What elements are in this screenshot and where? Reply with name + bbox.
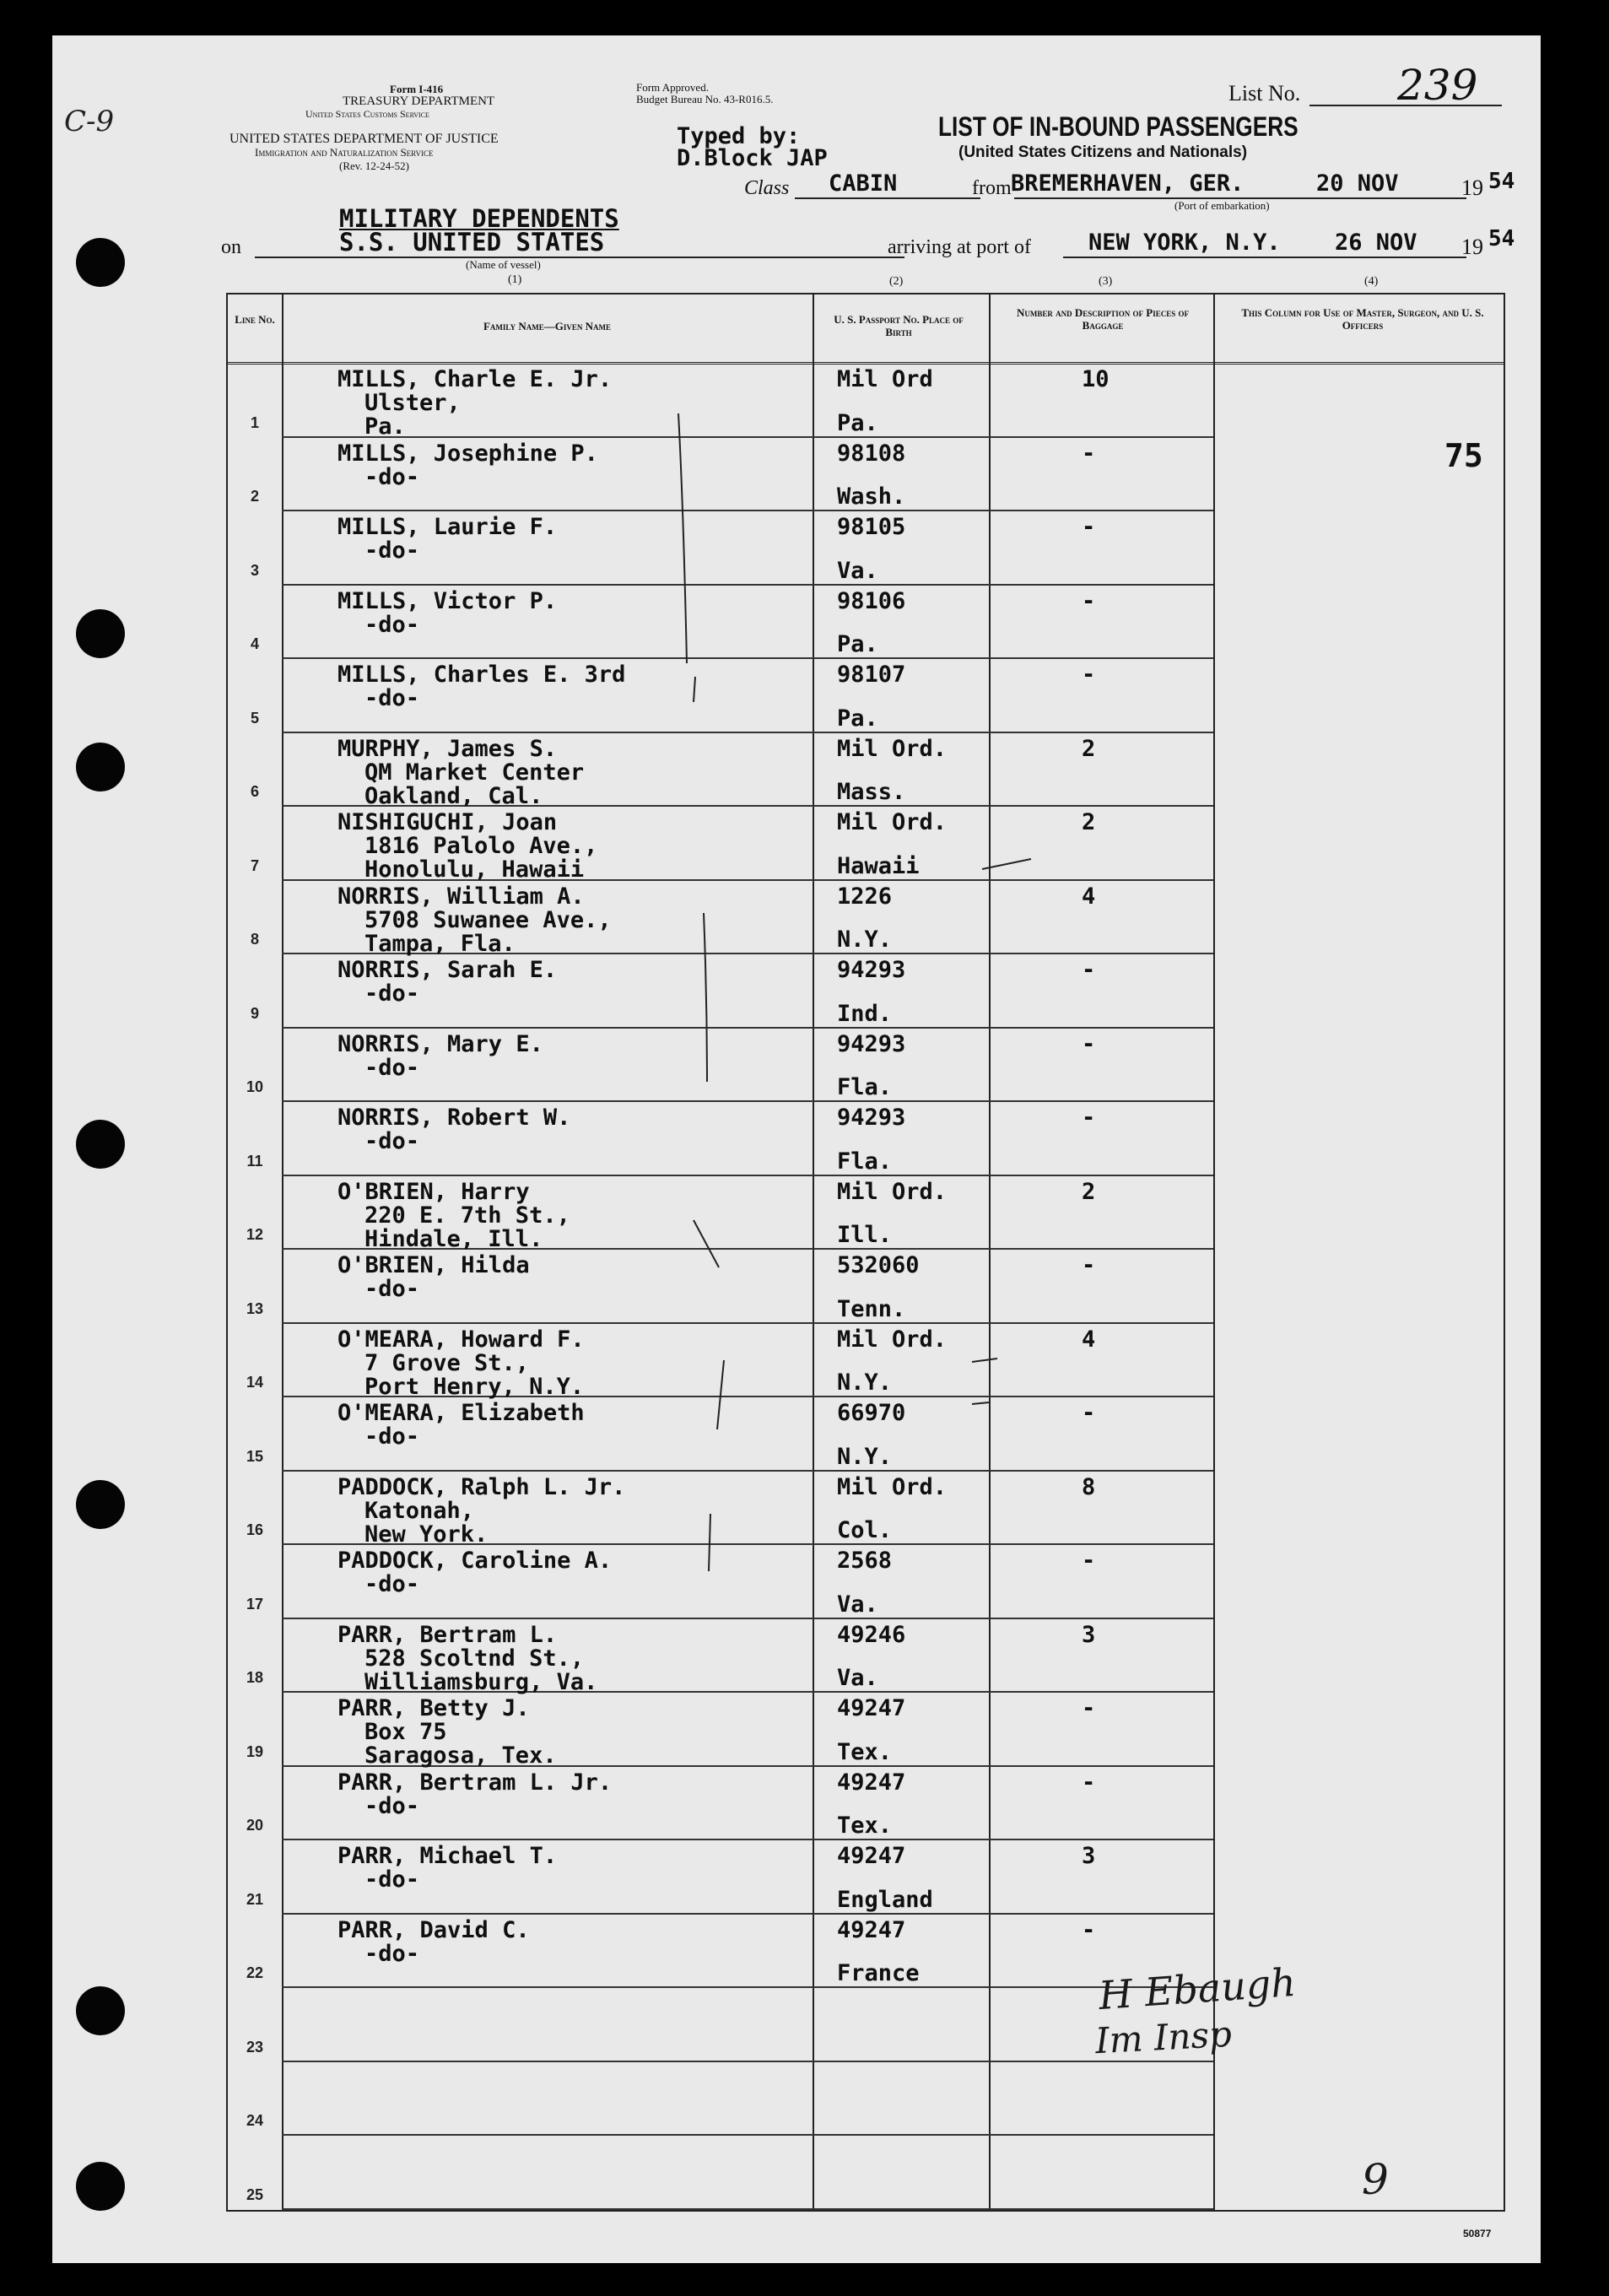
col-num-1: (1) (508, 273, 522, 286)
table-row (228, 364, 1504, 438)
year-suffix-2: 54 (1488, 226, 1515, 251)
baggage-count: - (1082, 1769, 1096, 1796)
place-of-birth: Va. (837, 557, 878, 584)
vessel-underline (255, 257, 904, 258)
passenger-address: -do- (364, 1571, 420, 1597)
class-value: CABIN (829, 170, 898, 197)
line-number: 1 (250, 413, 259, 431)
arrival-date: 26 NOV (1335, 230, 1417, 256)
list-title: LIST OF IN-BOUND PASSENGERS (938, 111, 1299, 142)
passenger-name: MILLS, Charle E. Jr. (337, 366, 613, 392)
passenger-address: Katonah, (364, 1497, 475, 1524)
passenger-address: Honolulu, Hawaii (364, 856, 585, 883)
passenger-name: NORRIS, Robert W. (337, 1105, 571, 1131)
line-number: 20 (246, 1817, 264, 1834)
passenger-name: NORRIS, William A. (337, 883, 585, 910)
punch-hole (76, 1986, 125, 2035)
passenger-name: MILLS, Josephine P. (337, 440, 598, 467)
inspector-signature: H Ebaugh (1097, 1958, 1298, 2019)
passenger-address: QM Market Center (364, 759, 585, 786)
form-number: Form I-416 (390, 83, 444, 95)
passenger-address: Williamsburg, Va. (364, 1668, 598, 1695)
typist: D.Block JAP (677, 145, 828, 171)
baggage-count: 2 (1082, 1178, 1096, 1205)
list-number: 239 (1397, 61, 1478, 110)
baggage-count: 8 (1082, 1473, 1096, 1500)
passport-number: 49247 (837, 1843, 906, 1869)
place-of-birth: N.Y. (837, 927, 893, 953)
passenger-address: Hindale, Ill. (364, 1225, 543, 1252)
arrival-port: NEW YORK, N.Y. (1088, 230, 1281, 256)
line-number: 19 (246, 1742, 264, 1760)
line-number: 3 (250, 561, 259, 579)
place-of-birth: Pa. (837, 409, 878, 436)
passenger-name: MILLS, Victor P. (337, 587, 558, 614)
col-num-2: (2) (889, 275, 904, 288)
table-row (228, 438, 1504, 512)
line-number: 23 (246, 2038, 264, 2056)
passenger-address: 220 E. 7th St., (364, 1202, 570, 1229)
place-of-birth: Col. (837, 1517, 893, 1543)
passport-number: Mil Ord. (837, 1473, 948, 1500)
year-suffix: 54 (1488, 169, 1515, 194)
col-num-3: (3) (1099, 275, 1113, 288)
passport-number: Mil Ord. (837, 809, 948, 835)
table-row (228, 733, 1504, 808)
header-baggage: Number and Description of Pieces of Baggage (1017, 306, 1189, 332)
passport-number: 66970 (837, 1400, 906, 1426)
table-row (228, 2136, 1504, 2210)
baggage-count: - (1082, 1548, 1096, 1574)
row-rule (282, 2208, 1213, 2210)
line-number: 9 (250, 1004, 259, 1022)
header-name: Family Name—Given Name (483, 320, 611, 332)
passenger-address: 528 Scoltnd St., (364, 1645, 585, 1672)
table-row (228, 954, 1504, 1029)
place-of-birth: Mass. (837, 779, 906, 805)
passport-number: 98106 (837, 587, 906, 614)
table-row (228, 1767, 1504, 1841)
punch-hole (76, 1480, 125, 1529)
punch-hole (76, 238, 125, 287)
place-of-birth: Tex. (837, 1812, 893, 1839)
arriving-label: arriving at port of (888, 236, 1031, 258)
arrival-underline (1063, 257, 1466, 258)
passenger-name: MILLS, Laurie F. (337, 514, 558, 540)
passport-number: 532060 (837, 1252, 920, 1278)
table-row (228, 659, 1504, 733)
line-number: 17 (246, 1595, 264, 1613)
table-row (228, 1472, 1504, 1546)
line-number: 13 (246, 1299, 264, 1317)
passenger-address: New York. (364, 1521, 489, 1548)
passenger-address: Pa. (364, 413, 406, 440)
table-row (228, 1176, 1504, 1251)
baggage-count: - (1082, 1400, 1096, 1426)
passenger-address: 7 Grove St., (364, 1349, 530, 1376)
table-row (228, 1029, 1504, 1103)
passport-number: 98105 (837, 514, 906, 540)
table-row (228, 1324, 1504, 1398)
passenger-name: MURPHY, James S. (337, 735, 558, 762)
line-number: 15 (246, 1447, 264, 1465)
passport-number: 49247 (837, 1769, 906, 1796)
passport-number: Mil Ord. (837, 1178, 948, 1205)
line-number: 8 (250, 931, 259, 948)
ins-label: Immigration and Naturalization Service (255, 146, 434, 159)
baggage-count: - (1082, 1105, 1096, 1131)
line-number: 12 (246, 1226, 264, 1243)
customs-label: United States Customs Service (305, 108, 429, 120)
form-approved: Form Approved. (636, 81, 709, 94)
passenger-name: PADDOCK, Ralph L. Jr. (337, 1473, 626, 1500)
passport-number: Mil Ord. (837, 735, 948, 762)
passenger-name: O'MEARA, Howard F. (337, 1326, 585, 1353)
passenger-address: Port Henry, N.Y. (364, 1373, 585, 1400)
passenger-name: NISHIGUCHI, Joan (337, 809, 558, 835)
table-row (228, 881, 1504, 955)
passenger-name: PARR, David C. (337, 1916, 530, 1943)
passport-number: 94293 (837, 1105, 906, 1131)
passenger-address: -do- (364, 685, 420, 711)
passenger-address: 5708 Suwanee Ave., (364, 906, 612, 933)
passenger-address: -do- (364, 1867, 420, 1893)
punch-hole (76, 743, 125, 791)
embarkation-port: BREMERHAVEN, GER. (1011, 170, 1245, 197)
baggage-count: 4 (1082, 1326, 1096, 1353)
line-number: 21 (246, 1890, 264, 1908)
table-row (228, 807, 1504, 881)
baggage-count: - (1082, 1695, 1096, 1721)
line-number: 22 (246, 1964, 264, 1981)
officer-mark: 75 (1444, 437, 1483, 474)
footer-code: 50877 (1463, 2228, 1492, 2239)
passport-number: 2568 (837, 1548, 893, 1574)
place-of-birth: Fla. (837, 1074, 893, 1100)
baggage-count: 3 (1082, 1843, 1096, 1869)
class-label: Class (744, 177, 790, 199)
place-of-birth: Tenn. (837, 1295, 906, 1322)
table-row (228, 2062, 1504, 2137)
table-row (228, 1693, 1504, 1767)
table-row (228, 1840, 1504, 1915)
place-of-birth: Pa. (837, 631, 878, 657)
passport-number: 98107 (837, 662, 906, 688)
line-number: 4 (250, 635, 259, 652)
baggage-count: 3 (1082, 1621, 1096, 1648)
line-number: 24 (246, 2112, 264, 2129)
on-label: on (221, 236, 241, 258)
passenger-name: NORRIS, Sarah E. (337, 957, 558, 983)
budget-bureau: Budget Bureau No. 43-R016.5. (636, 93, 774, 105)
manifest-page (52, 35, 1541, 2263)
typed-by-label: Typed by: (677, 123, 801, 149)
place-of-birth: Wash. (837, 484, 906, 510)
passenger-address: -do- (364, 538, 420, 564)
place-of-birth: France (837, 1960, 920, 1986)
passport-number: 98108 (837, 440, 906, 467)
place-of-birth: N.Y. (837, 1443, 893, 1470)
passenger-address: -do- (364, 1792, 420, 1819)
justice-label: UNITED STATES DEPARTMENT OF JUSTICE (229, 132, 499, 146)
line-number: 11 (246, 1152, 263, 1170)
embarkation-date: 20 NOV (1316, 170, 1399, 197)
header-passport: U. S. Passport No. Place of Birth (834, 313, 964, 338)
passenger-name: NORRIS, Mary E. (337, 1030, 543, 1057)
year-prefix: 19 (1461, 176, 1483, 200)
table-row (228, 1619, 1504, 1694)
passenger-address: -do- (364, 1276, 420, 1302)
passenger-address: -do- (364, 611, 420, 638)
place-of-birth: Pa. (837, 705, 878, 732)
table-row (228, 1250, 1504, 1324)
baggage-count: - (1082, 587, 1096, 614)
passenger-address: Oakland, Cal. (364, 782, 543, 809)
baggage-count: - (1082, 1252, 1096, 1278)
place-of-birth: Ill. (837, 1222, 893, 1248)
place-of-birth: Fla. (837, 1148, 893, 1175)
place-of-birth: Va. (837, 1591, 878, 1618)
passenger-address: -do- (364, 463, 420, 490)
punch-hole (76, 1120, 125, 1169)
line-number: 25 (246, 2185, 264, 2203)
place-of-birth: Tex. (837, 1738, 893, 1765)
corner-mark: C-9 (64, 105, 115, 138)
baggage-count: - (1082, 957, 1096, 983)
table-row (228, 1102, 1504, 1176)
passenger-name: MILLS, Charles E. 3rd (337, 662, 626, 688)
passenger-address: -do- (364, 1054, 420, 1081)
table-row (228, 1988, 1504, 2062)
class-underline (795, 197, 980, 199)
table-row (228, 1545, 1504, 1619)
table-row (228, 1397, 1504, 1472)
punch-hole (76, 2162, 125, 2211)
passenger-address: Ulster, (364, 390, 461, 416)
col-num-4: (4) (1364, 275, 1379, 288)
baggage-count: - (1082, 440, 1096, 467)
passport-number: 49247 (837, 1695, 906, 1721)
passenger-name: O'BRIEN, Harry (337, 1178, 530, 1205)
passenger-name: PARR, Michael T. (337, 1843, 558, 1869)
baggage-count: 10 (1082, 366, 1110, 392)
passenger-address: -do- (364, 1940, 420, 1967)
passenger-name: PARR, Bertram L. (337, 1621, 558, 1648)
revision-label: (Rev. 12-24-52) (339, 159, 409, 172)
line-number: 5 (250, 709, 259, 727)
passport-number: 49246 (837, 1621, 906, 1648)
header-officers: This Column for Use of Master, Surgeon, and U. S. Officers (1241, 306, 1484, 332)
line-number: 16 (246, 1521, 264, 1538)
baggage-count: - (1082, 1030, 1096, 1057)
passenger-address: -do- (364, 981, 420, 1007)
passenger-name: PARR, Betty J. (337, 1695, 530, 1721)
group-label: MILITARY DEPENDENTS (339, 204, 619, 233)
place-of-birth: Hawaii (837, 852, 920, 879)
passenger-name: PARR, Bertram L. Jr. (337, 1769, 613, 1796)
passport-number: 49247 (837, 1916, 906, 1943)
line-number: 10 (246, 1078, 264, 1095)
table-row (228, 1915, 1504, 1989)
baggage-count: 4 (1082, 883, 1096, 910)
baggage-count: - (1082, 514, 1096, 540)
place-of-birth: N.Y. (837, 1369, 893, 1396)
place-of-birth: Ind. (837, 1000, 893, 1027)
passport-number: 94293 (837, 1030, 906, 1057)
passenger-name: PADDOCK, Caroline A. (337, 1548, 613, 1574)
passenger-address: Tampa, Fla. (364, 930, 516, 957)
list-subtitle: (United States Citizens and Nationals) (958, 143, 1248, 161)
inspector-title: Im Insp (1093, 2012, 1234, 2062)
passenger-address: Box 75 (364, 1719, 447, 1745)
page-mark: 9 (1362, 2155, 1389, 2204)
passport-number: 94293 (837, 957, 906, 983)
passenger-name: O'BRIEN, Hilda (337, 1252, 530, 1278)
passport-number: 1226 (837, 883, 893, 910)
place-of-birth: England (837, 1886, 933, 1913)
baggage-count: 2 (1082, 809, 1096, 835)
baggage-count: - (1082, 1916, 1096, 1943)
table-row (228, 586, 1504, 660)
embark-caption: (Port of embarkation) (1174, 199, 1270, 212)
passport-number: Mil Ord. (837, 1326, 948, 1353)
passport-number: Mil Ord (837, 366, 933, 392)
baggage-count: - (1082, 662, 1096, 688)
passenger-address: -do- (364, 1128, 420, 1154)
line-number: 6 (250, 783, 259, 800)
line-number: 14 (246, 1374, 264, 1391)
punch-hole (76, 609, 125, 658)
vessel-name: S.S. UNITED STATES (339, 228, 605, 257)
header-line-no: Line No. (235, 313, 275, 326)
from-label: from (972, 177, 1012, 199)
line-number: 2 (250, 488, 259, 505)
treasury-label: TREASURY DEPARTMENT (343, 95, 495, 108)
passenger-address: Saragosa, Tex. (364, 1742, 557, 1769)
table-row (228, 511, 1504, 586)
passenger-address: 1816 Palolo Ave., (364, 833, 598, 859)
place-of-birth: Va. (837, 1665, 878, 1691)
line-number: 18 (246, 1669, 264, 1686)
baggage-count: 2 (1082, 735, 1096, 762)
passenger-table (226, 293, 1505, 2212)
vessel-caption: (Name of vessel) (466, 258, 541, 271)
passenger-name: O'MEARA, Elizabeth (337, 1400, 585, 1426)
line-number: 7 (250, 856, 259, 874)
year-prefix-2: 19 (1461, 235, 1483, 259)
list-no-label: List No. (1228, 81, 1301, 105)
passenger-address: -do- (364, 1424, 420, 1450)
